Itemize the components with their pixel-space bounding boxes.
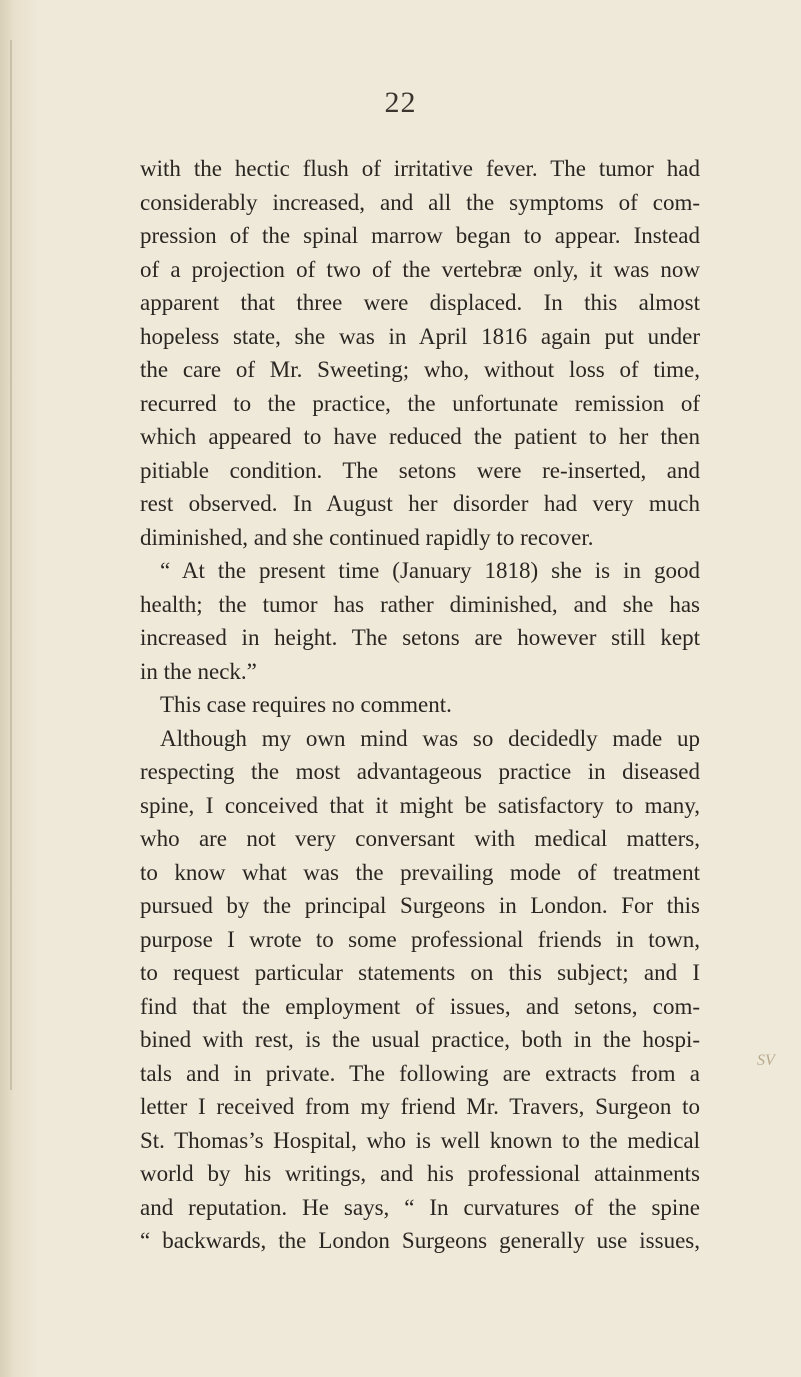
text-line: purpose I wrote to some professional friends in town,: [140, 926, 700, 952]
text-line: diminished, and she continued rapidly to recover.: [140, 524, 594, 550]
text-line: respecting the most advantageous practice in diseased: [140, 759, 700, 784]
text-line: Although my own mind was so decidedly made up: [160, 725, 700, 751]
text-line: who are not very conversant with medical matters,: [140, 826, 700, 851]
text-line: “ At the present time (January 1818) she is in good: [160, 558, 700, 583]
text-line: hopeless state, she was in April 1816 again put under: [140, 323, 700, 349]
text-line: of a projection of two of the vertebræ only, it was now: [140, 256, 700, 282]
text-line: St. Thomas’s Hospital, who is well known to the medical: [140, 1127, 700, 1153]
page-number: 22: [384, 86, 417, 119]
text-line: letter I received from my friend Mr. Travers, Surgeon to: [140, 1094, 700, 1119]
text-line: spine, I conceived that it might be satisfactory to many,: [140, 792, 700, 818]
text-line: bined with rest, is the usual practice, both in the hospi-: [140, 1027, 700, 1052]
text-line: and reputation. He says, “ In curvatures of the spine: [140, 1194, 700, 1220]
text-line: find that the employment of issues, and setons, com-: [140, 993, 700, 1019]
text-line: which appeared to have reduced the patient to her then: [140, 424, 700, 449]
text-line: in the neck.”: [140, 658, 257, 684]
text-line: health; the tumor has rather diminished, and she has: [140, 591, 700, 617]
text-line: the care of Mr. Sweeting; who, without loss of time,: [140, 357, 700, 382]
text-line: tals and in private. The following are extracts from a: [140, 1060, 700, 1086]
text-line: This case requires no comment.: [160, 692, 452, 717]
gutter-line: [10, 40, 12, 1090]
text-line: rest observed. In August her disorder had very much: [140, 491, 700, 516]
text-line: to know what was the prevailing mode of treatment: [140, 859, 700, 885]
text-line: pression of the spinal marrow began to appear. Instead: [140, 223, 700, 248]
text-line: pitiable condition. The setons were re-inserted, and: [140, 457, 700, 483]
text-line: pursued by the principal Surgeons in London. For this: [140, 893, 700, 918]
text-line: “ backwards, the London Surgeons generally use issues,: [140, 1228, 700, 1253]
text-line: increased in height. The setons are however still kept: [140, 625, 700, 650]
text-line: considerably increased, and all the symptoms of com-: [140, 189, 700, 215]
text-line: world by his writings, and his professional attainments: [140, 1161, 700, 1186]
text-line: with the hectic flush of irritative fever. The tumor had: [140, 156, 700, 181]
corner-mark: SV: [757, 1052, 775, 1069]
text-line: to request particular statements on this subject; and I: [140, 960, 700, 985]
text-line: recurred to the practice, the unfortunate remission of: [140, 390, 700, 416]
body-text: [140, 152, 700, 1258]
text-line: apparent that three were displaced. In this almost: [140, 290, 700, 315]
